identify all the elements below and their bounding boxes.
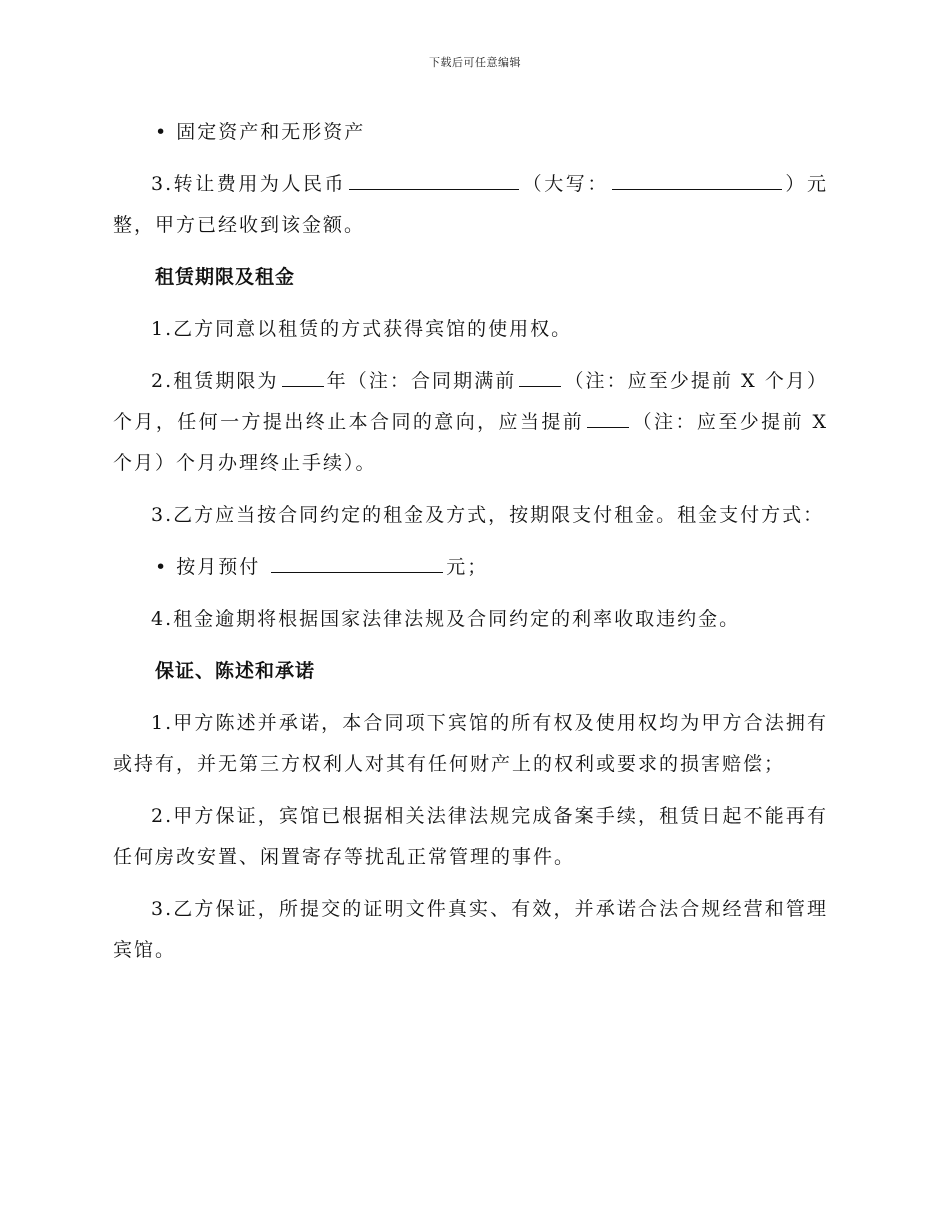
paragraph-party-b-guarantee: 3.乙方保证，所提交的证明文件真实、有效，并承诺合法合规经营和管理宾馆。 [113,898,828,961]
paragraph-late-fee: 4.租金逾期将根据国家法律法规及合同约定的利率收取违约金。 [151,608,741,630]
document-body [113,112,828,982]
blank-monthly-amount [271,550,443,573]
transfer-fee-capital-label: （大写： [522,173,609,195]
lease-period-text-3: （注：应至少提前 X 个月）个月办理终止手续）。 [113,411,828,474]
heading-lease-term-rent: 租赁期限及租金 [155,266,296,288]
heading-guarantees: 保证、陈述和承诺 [155,660,316,682]
lease-period-text-1: 年（注：合同期满前 [326,370,517,392]
lease-period-label: 2.租赁期限为 [151,370,279,392]
paragraph-rent-payment: 3.乙方应当按合同约定的租金及方式，按期限支付租金。租金支付方式： [151,504,825,526]
blank-months-before-expiry [519,364,561,387]
bullet-fixed-assets: • 固定资产和无形资产 [155,121,366,143]
paragraph-lease-method: 1.乙方同意以租赁的方式获得宾馆的使用权。 [151,318,573,340]
blank-capital-amount [612,167,782,190]
paragraph-party-a-statement: 1.甲方陈述并承诺，本合同项下宾馆的所有权及使用权均为甲方合法拥有或持有，并无第三方权利人对其有任何财产上的权利或要求的损害赔偿； [113,712,828,775]
page-header: 下载后可任意编辑 [429,56,521,69]
monthly-prepay-label: • 按月预付 [155,556,261,578]
paragraph-lease-period [113,361,828,484]
paragraph-transfer-fee [113,164,828,246]
blank-rmb-amount [349,167,519,190]
bullet-monthly-prepay [113,547,828,588]
monthly-prepay-unit: 元； [446,556,489,578]
lease-period-text-2: （注：应至少提前 X 个月）个月，任何一方提出终止本合同的意向，应当提前 [113,370,828,433]
blank-years [282,364,324,387]
transfer-fee-tail: ）元整，甲方已经收到该金额。 [113,173,828,236]
paragraph-party-a-guarantee: 2.甲方保证，宾馆已根据相关法律法规完成备案手续，租赁日起不能再有任何房改安置、闲置寄存等扰乱正常管理的事件。 [113,805,828,868]
blank-notice-months [587,405,629,428]
transfer-fee-label: 3.转让费用为人民币 [151,173,347,195]
